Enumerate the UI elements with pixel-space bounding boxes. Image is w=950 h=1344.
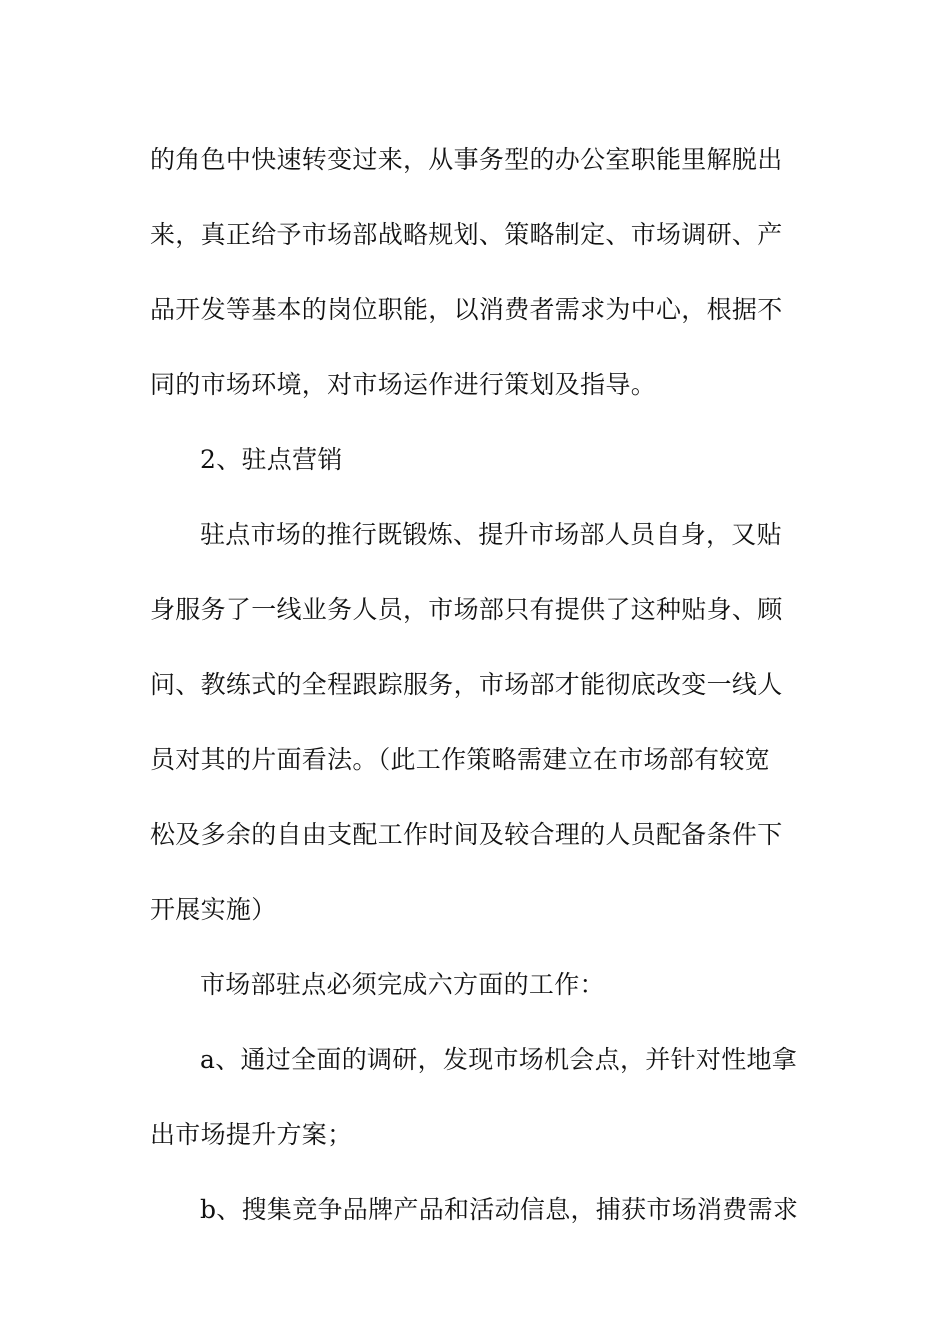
paragraph-line: 员对其的片面看法。（此工作策略需建立在市场部有较宽 <box>150 745 771 774</box>
list-item-a: a、通过全面的调研，发现市场机会点，并针对性地拿 <box>200 1045 798 1074</box>
paragraph-line: 同的市场环境，对市场运作进行策划及指导。 <box>150 370 657 399</box>
paragraph-line: 身服务了一线业务人员，市场部只有提供了这种贴身、顾 <box>150 595 783 624</box>
list-item-b: b、搜集竞争品牌产品和活动信息，捕获市场消费需求 <box>200 1195 799 1224</box>
paragraph-line: 问、教练式的全程跟踪服务，市场部才能彻底改变一线人 <box>150 670 783 699</box>
paragraph-line: 市场部驻点必须完成六方面的工作： <box>200 970 605 999</box>
paragraph-line: 来，真正给予市场部战略规划、策略制定、市场调研、产 <box>150 220 783 249</box>
paragraph-line: 出市场提升方案； <box>150 1120 353 1149</box>
paragraph-line: 开展实施） <box>150 895 277 924</box>
paragraph-line: 松及多余的自由支配工作时间及较合理的人员配备条件下 <box>150 820 783 849</box>
section-heading: 2、驻点营销 <box>200 445 343 474</box>
document-body <box>150 122 810 1247</box>
paragraph-line: 驻点市场的推行既锻炼、提升市场部人员自身，又贴 <box>200 520 782 549</box>
paragraph-line: 的角色中快速转变过来，从事务型的办公室职能里解脱出 <box>150 145 783 174</box>
paragraph-line: 品开发等基本的岗位职能，以消费者需求为中心，根据不 <box>150 295 783 324</box>
